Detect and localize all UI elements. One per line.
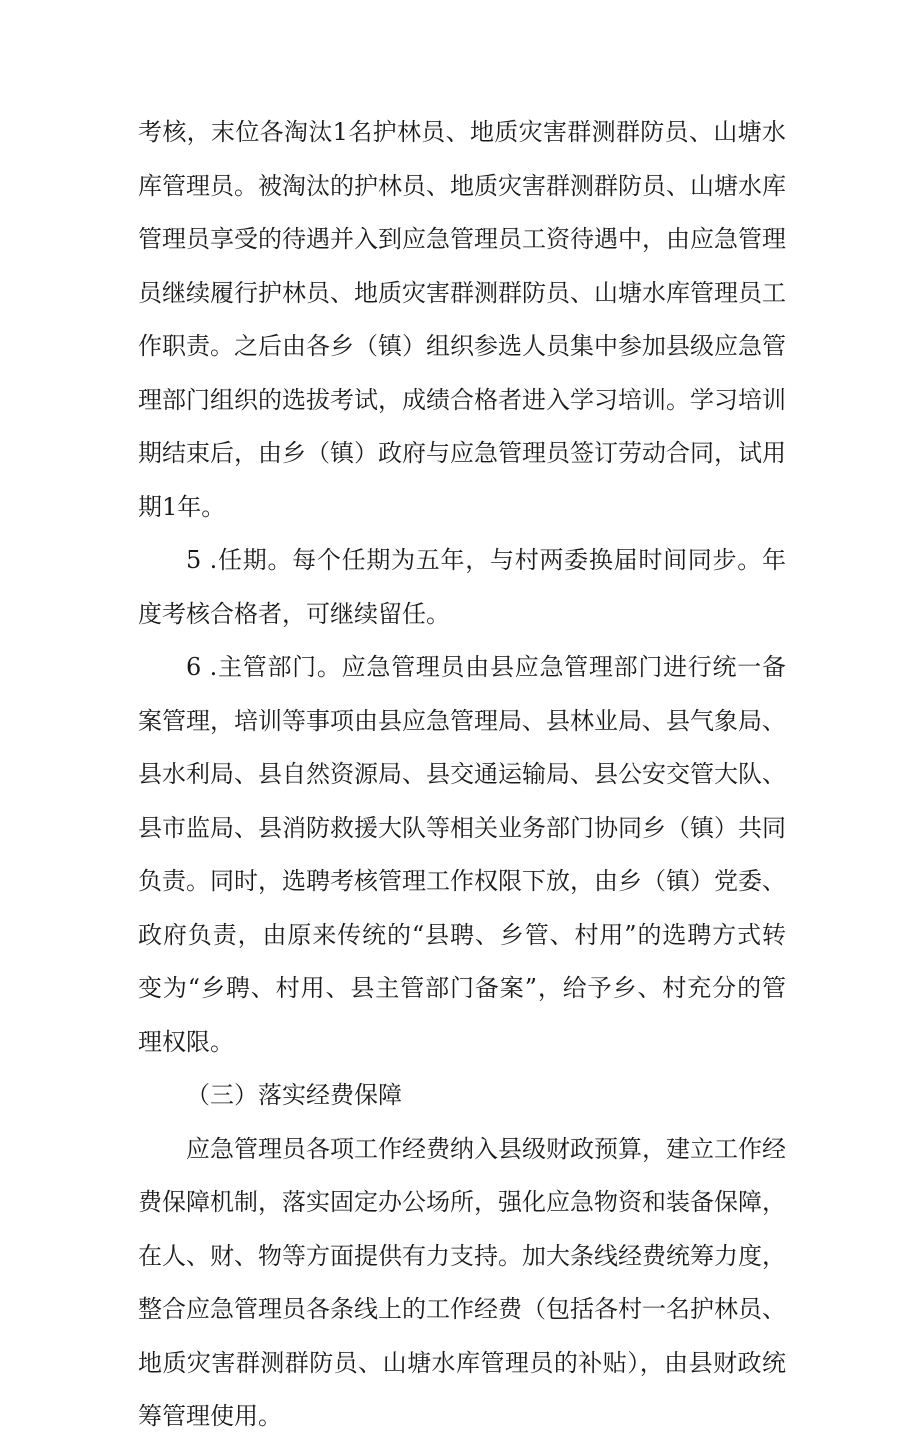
paragraph-funding: 应急管理员各项工作经费纳入县级财政预算，建立工作经费保障机制，落实固定办公场所，强化应急物资和装备保障，在人、财、物等方面提供有力支持。加大条线经费统筹力度，整合应急管理员各条线上的工作经费（包括各村一名护林员、地质灾害群测群防员、山塘水库管理员的补贴），由县财政统筹管理使用。 <box>138 1134 786 1430</box>
paragraph-term: 5 .任期。每个任期为五年，与村两委换届时间同步。年度考核合格者，可继续留任。 <box>138 546 786 628</box>
paragraph-supervising-department: 6 .主管部门。应急管理员由县应急管理部门进行统一备案管理，培训等事项由县应急管理局、县林业局、县气象局、县水利局、县自然资源局、县交通运输局、县公安交管大队、县市监局、县消防救援大队等相关业务部门协同乡（镇）共同负责。同时，选聘考核管理工作权限下放，由乡（镇）党委、政府负责，由原来传统的“县聘、乡管、村用”的选聘方式转变为“乡聘、村用、县主管部门备案”，给予乡、村充分的管理权限。 <box>138 653 786 1056</box>
document-body <box>138 106 786 1444</box>
section-heading: （三）落实经费保障 <box>186 1081 402 1109</box>
paragraph-continuation: 考核，末位各淘汰1名护林员、地质灾害群测群防员、山塘水库管理员。被淘汰的护林员、地质灾害群测群防员、山塘水库管理员享受的待遇并入到应急管理员工资待遇中，由应急管理员继续履行护林员、地质灾害群测群防员、山塘水库管理员工作职责。之后由各乡（镇）组织参选人员集中参加县级应急管理部门组织的选拔考试，成绩合格者进入学习培训。学习培训期结束后，由乡（镇）政府与应急管理员签订劳动合同，试用期1年。 <box>138 118 786 521</box>
